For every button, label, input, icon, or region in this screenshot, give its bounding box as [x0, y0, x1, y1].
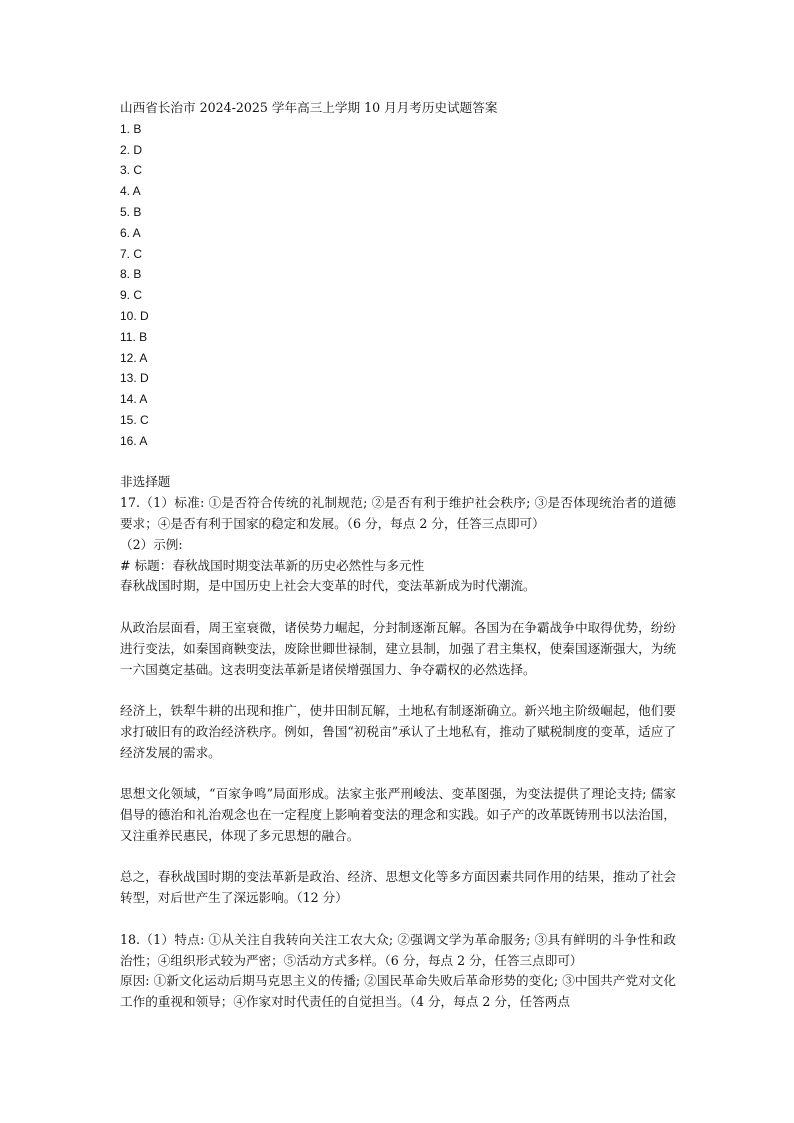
- q17-part2-label: （2）示例:: [120, 536, 183, 552]
- answer-item: 3. C: [120, 163, 143, 178]
- answer-item: 10. D: [120, 308, 149, 323]
- section-title: 非选择题: [120, 474, 171, 490]
- q18-part1: 18.（1）特点: ①从关注自我转向关注工农大众; ②强调文学为革命服务; ③具有鲜明的斗争性和政治性；④组织形式较为严密；⑤活动方式多样。（6 分，每点 2 分，任答三点即可）: [120, 931, 676, 968]
- answer-item: 5. B: [120, 204, 142, 219]
- answer-sheet: [120, 98, 676, 1013]
- answer-item: 14. A: [120, 392, 148, 407]
- q17-paragraph-politics: 从政治层面看，周王室衰微，诸侯势力崛起，分封制逐渐瓦解。各国为在争霸战争中取得优势，纷纷进行变法，如秦国商鞅变法，废除世卿世禄制，建立县制，加强了君主集权，使秦国逐渐强大，为统一六国奠定基础。这表明变法革新是诸侯增强国力、争夺霸权的必然选择。: [120, 619, 676, 677]
- answer-item: 4. A: [120, 184, 141, 199]
- q17-part1: 17.（1）标准: ①是否符合传统的礼制规范; ②是否有利于维护社会秩序; ③是否体现统治者的道德要求；④是否有利于国家的稳定和发展。（6 分，每点 2 分，任答三点即可）: [120, 495, 676, 531]
- question-18: [120, 930, 676, 1013]
- q17-intro: 春秋战国时期，是中国历史上社会大变革的时代，变法革新成为时代潮流。: [120, 578, 536, 594]
- q17-paragraph-economy: 经济上，铁犁牛耕的出现和推广，使井田制瓦解，土地私有制逐渐确立。新兴地主阶级崛起，他们要求打破旧有的政治经济秩序。例如，鲁国“初税亩”承认了土地私有，推动了赋税制度的变革，适应了经济发展的需求。: [120, 703, 676, 760]
- q17-paragraph-culture: 思想文化领域，“百家争鸣”局面形成。法家主张严刑峻法、变革图强，为变法提供了理论支持; 儒家倡导的德治和礼治观念也在一定程度上影响着变法的理念和实践。如子产的改革既铸刑书以法治国，又注重养民惠民，体现了多元思想的融合。: [120, 786, 676, 843]
- answer-item: 16. A: [120, 433, 148, 448]
- answer-item: 15. C: [120, 412, 149, 427]
- document-title: 山西省长治市 2024-2025 学年高三上学期 10 月月考历史试题答案: [120, 100, 498, 115]
- q17-heading: # 标题：春秋战国时期变法革新的历史必然性与多元性: [120, 557, 425, 573]
- answer-item: 13. D: [120, 371, 149, 386]
- answer-item: 2. D: [120, 142, 143, 157]
- answer-item: 6. A: [120, 225, 141, 240]
- q17-paragraph-conclusion: 总之，春秋战国时期的变法革新是政治、经济、思想文化等多方面因素共同作用的结果，推动了社会转型，对后世产生了深远影响。（12 分）: [120, 869, 676, 906]
- answer-item: 9. C: [120, 288, 143, 303]
- answer-item: 1. B: [120, 121, 142, 136]
- answer-item: 11. B: [120, 329, 148, 344]
- answer-item: 7. C: [120, 246, 143, 261]
- answer-list: [120, 119, 676, 452]
- question-17: [120, 493, 676, 909]
- q18-reasons: 原因: ①新文化运动后期马克思主义的传播; ②国民革命失败后革命形势的变化; ③中国共产党对文化工作的重视和领导；④作家对时代责任的自觉担当。（4 分，每点 2 分，任答两点: [120, 973, 676, 1010]
- answer-item: 8. B: [120, 267, 142, 282]
- answer-item: 12. A: [120, 350, 148, 365]
